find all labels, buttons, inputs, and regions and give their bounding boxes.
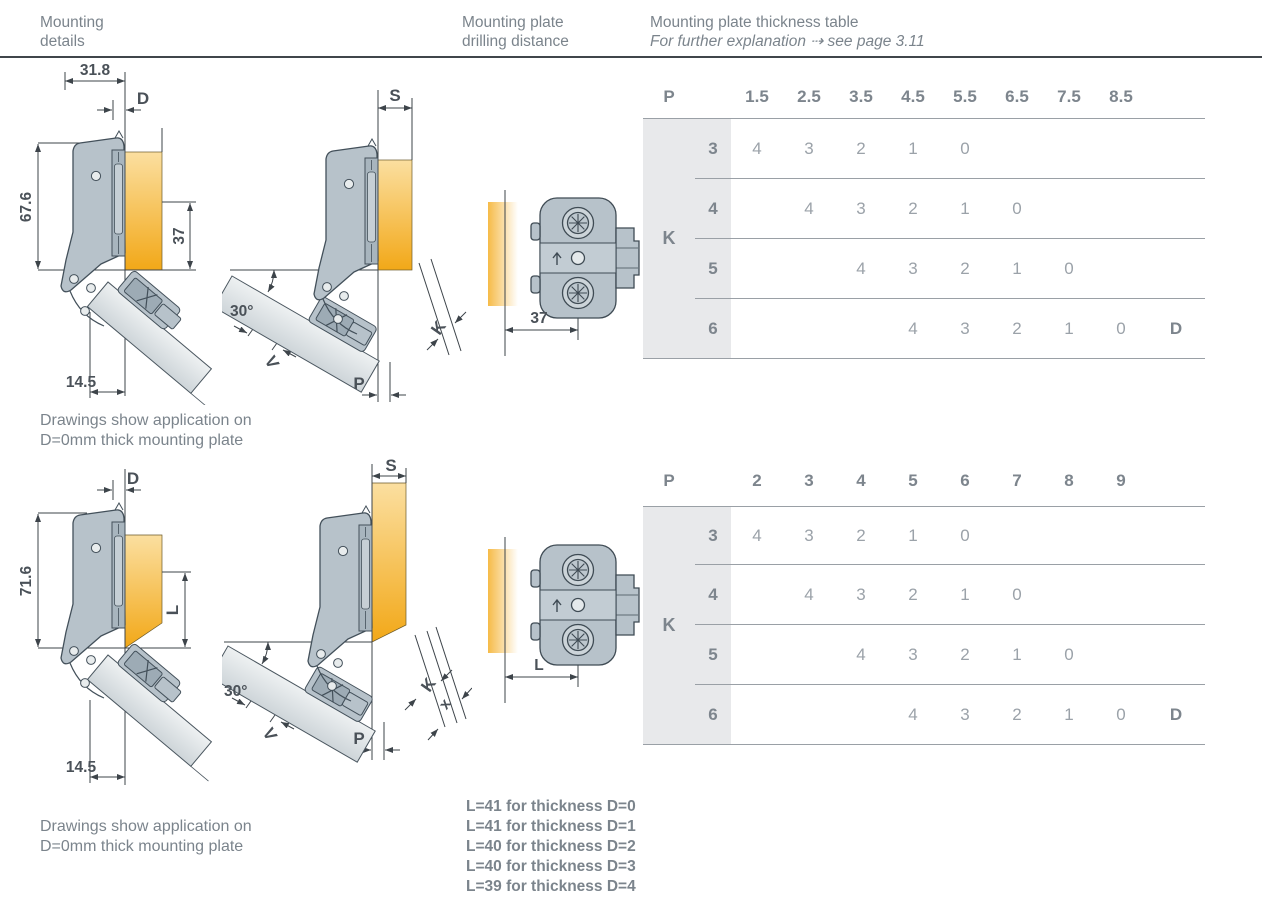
dim-label-d: D	[126, 469, 140, 488]
dim-label-side: 37	[171, 227, 188, 245]
cell-value	[991, 507, 1043, 565]
cell-value: 0	[1095, 299, 1147, 359]
p-value: 3	[783, 455, 835, 507]
door-panel	[87, 262, 230, 405]
cell-value: 2	[939, 239, 991, 299]
note-line: Drawings show application on	[40, 818, 252, 835]
p-value: 5	[887, 455, 939, 507]
d-label-cell	[1147, 625, 1205, 685]
cell-value: 1	[1043, 685, 1095, 745]
cell-value: 1	[991, 625, 1043, 685]
thickness-table-bottom	[643, 455, 1205, 745]
cell-value: 4	[783, 179, 835, 239]
dim-label-plate: 37	[530, 310, 548, 327]
header-drilling-distance	[462, 13, 569, 51]
table-spacer	[1147, 455, 1205, 507]
dim-label-v: V	[258, 724, 281, 744]
p-value: 3.5	[835, 75, 887, 119]
l-note-line: L=39 for thickness D=4	[466, 878, 636, 895]
mounting-plate	[531, 198, 639, 318]
cell-value: 4	[783, 565, 835, 625]
l-note-line: L=41 for thickness D=1	[466, 818, 636, 835]
cell-value: 3	[783, 119, 835, 179]
cabinet-panel	[125, 152, 162, 270]
p-value: 8.5	[1095, 75, 1147, 119]
mounting-plate-top	[488, 188, 640, 360]
cell-value	[1095, 625, 1147, 685]
header-line: Mounting plate	[462, 14, 564, 31]
cell-value: 3	[887, 239, 939, 299]
dim-label-v: V	[260, 352, 283, 372]
k-row-value: 6	[695, 685, 731, 745]
l-thickness-notes	[466, 797, 636, 897]
drawing-angle-bottom	[222, 450, 472, 795]
dim-label-angle: 30°	[224, 683, 248, 700]
p-value: 8	[1043, 455, 1095, 507]
dim-label-width: 31.8	[79, 62, 111, 79]
header-line: Mounting	[40, 14, 104, 31]
cell-value: 4	[731, 119, 783, 179]
table-k-label: K	[643, 507, 695, 745]
cell-value: 0	[939, 119, 991, 179]
drawing-mounting-details-bottom	[12, 455, 230, 795]
cell-value	[1095, 239, 1147, 299]
table-spacer	[695, 75, 731, 119]
cell-value	[731, 299, 783, 359]
cell-value: 2	[887, 565, 939, 625]
cabinet-panel	[378, 160, 412, 270]
dim-label-offset: 14.5	[65, 759, 97, 776]
dim-label-angle: 30°	[230, 303, 254, 320]
dim-label-s: S	[385, 456, 397, 475]
cell-value	[1043, 507, 1095, 565]
k-row-value: 5	[695, 625, 731, 685]
cell-value	[731, 239, 783, 299]
p-value: 2.5	[783, 75, 835, 119]
d-label-cell: D	[1147, 299, 1205, 359]
cell-value: 2	[835, 119, 887, 179]
cell-value: 4	[731, 507, 783, 565]
d-label-cell	[1147, 565, 1205, 625]
further-explanation-note: For further explanation ⇢ see page 3.11	[650, 33, 925, 50]
dim-label-k: K	[427, 317, 450, 339]
cell-value: 0	[1043, 625, 1095, 685]
cell-value	[1095, 179, 1147, 239]
cabinet-panel	[372, 483, 406, 642]
application-note-top	[40, 411, 252, 451]
d-label-cell	[1147, 119, 1205, 179]
cell-value: 3	[835, 179, 887, 239]
cell-value	[731, 685, 783, 745]
header-line: details	[40, 33, 85, 50]
p-value: 7.5	[1043, 75, 1095, 119]
dim-label-p: P	[353, 729, 365, 748]
mounting-plate-bottom	[488, 535, 640, 710]
cell-value	[835, 685, 887, 745]
cell-value: 0	[1095, 685, 1147, 745]
cell-value	[731, 179, 783, 239]
d-label-cell	[1147, 179, 1205, 239]
header-mounting-details	[40, 13, 104, 51]
table-spacer	[1147, 75, 1205, 119]
cell-value: 2	[939, 625, 991, 685]
cell-value: 2	[835, 507, 887, 565]
cell-value: 3	[783, 507, 835, 565]
door-panel	[222, 252, 393, 392]
table-k-label: K	[643, 119, 695, 359]
dim-label-d: D	[136, 89, 150, 108]
table-p-label: P	[643, 455, 695, 507]
p-value: 6	[939, 455, 991, 507]
cell-value: 3	[835, 565, 887, 625]
dim-label-s: S	[389, 86, 401, 105]
header-line: drilling distance	[462, 33, 569, 50]
header-line: Mounting plate thickness table	[650, 14, 859, 31]
p-value: 4.5	[887, 75, 939, 119]
cell-value: 2	[991, 685, 1043, 745]
cell-value: 4	[835, 625, 887, 685]
cell-value	[1043, 565, 1095, 625]
cell-value: 1	[939, 179, 991, 239]
panel-glow	[488, 202, 518, 306]
p-value: 4	[835, 455, 887, 507]
p-value: 2	[731, 455, 783, 507]
k-row-value: 3	[695, 119, 731, 179]
cell-value	[835, 299, 887, 359]
header-thickness-table	[650, 13, 925, 51]
cell-value	[1043, 119, 1095, 179]
dim-label-p: P	[353, 374, 365, 393]
p-value: 9	[1095, 455, 1147, 507]
d-label-cell: D	[1147, 685, 1205, 745]
k-row-value: 4	[695, 179, 731, 239]
dim-label-offset: 14.5	[65, 374, 97, 391]
l-note-line: L=41 for thickness D=0	[466, 798, 636, 815]
cell-value	[783, 685, 835, 745]
table-p-label: P	[643, 75, 695, 119]
p-value: 5.5	[939, 75, 991, 119]
dim-label-side: L	[163, 604, 182, 616]
cell-value	[1095, 119, 1147, 179]
l-note-line: L=40 for thickness D=2	[466, 838, 636, 855]
cell-value: 1	[887, 507, 939, 565]
drawing-angle-top	[222, 60, 472, 405]
cell-value	[1095, 565, 1147, 625]
cell-value: 4	[887, 299, 939, 359]
thickness-table-top	[643, 75, 1205, 359]
k-row-value: 3	[695, 507, 731, 565]
d-label-cell	[1147, 507, 1205, 565]
cell-value: 4	[887, 685, 939, 745]
cell-value: 3	[939, 299, 991, 359]
cell-value: 2	[887, 179, 939, 239]
cell-value: 2	[991, 299, 1043, 359]
p-value: 7	[991, 455, 1043, 507]
door-panel	[87, 635, 230, 781]
cabinet-panel	[125, 535, 162, 648]
cell-value	[783, 299, 835, 359]
application-note-bottom	[40, 817, 252, 857]
dim-label-height: 71.6	[18, 565, 35, 597]
cell-value: 4	[835, 239, 887, 299]
cell-value: 3	[939, 685, 991, 745]
cell-value	[1095, 507, 1147, 565]
drawing-mounting-details-top	[12, 60, 230, 405]
p-value: 6.5	[991, 75, 1043, 119]
k-row-value: 5	[695, 239, 731, 299]
panel-glow	[488, 549, 518, 653]
cell-value: 1	[1043, 299, 1095, 359]
cell-value: 0	[939, 507, 991, 565]
dim-label-plate: L	[534, 657, 544, 674]
k-row-value: 4	[695, 565, 731, 625]
cell-value	[731, 625, 783, 685]
cell-value	[783, 239, 835, 299]
cell-value	[991, 119, 1043, 179]
dim-label-k: K	[417, 674, 440, 696]
cell-value: 1	[991, 239, 1043, 299]
l-note-line: L=40 for thickness D=3	[466, 858, 636, 875]
dim-label-x: x	[435, 696, 455, 713]
cell-value	[783, 625, 835, 685]
d-label-cell	[1147, 239, 1205, 299]
table-spacer	[695, 455, 731, 507]
cell-value: 0	[1043, 239, 1095, 299]
cell-value	[731, 565, 783, 625]
cell-value: 3	[887, 625, 939, 685]
cell-value: 1	[887, 119, 939, 179]
cell-value: 1	[939, 565, 991, 625]
header-divider	[0, 56, 1262, 58]
p-value: 1.5	[731, 75, 783, 119]
note-line: D=0mm thick mounting plate	[40, 838, 244, 855]
note-line: D=0mm thick mounting plate	[40, 432, 244, 449]
cell-value	[1043, 179, 1095, 239]
cell-value: 0	[991, 565, 1043, 625]
k-row-value: 6	[695, 299, 731, 359]
note-line: Drawings show application on	[40, 412, 252, 429]
cell-value: 0	[991, 179, 1043, 239]
dim-label-height: 67.6	[18, 191, 35, 223]
mounting-plate	[531, 545, 639, 665]
